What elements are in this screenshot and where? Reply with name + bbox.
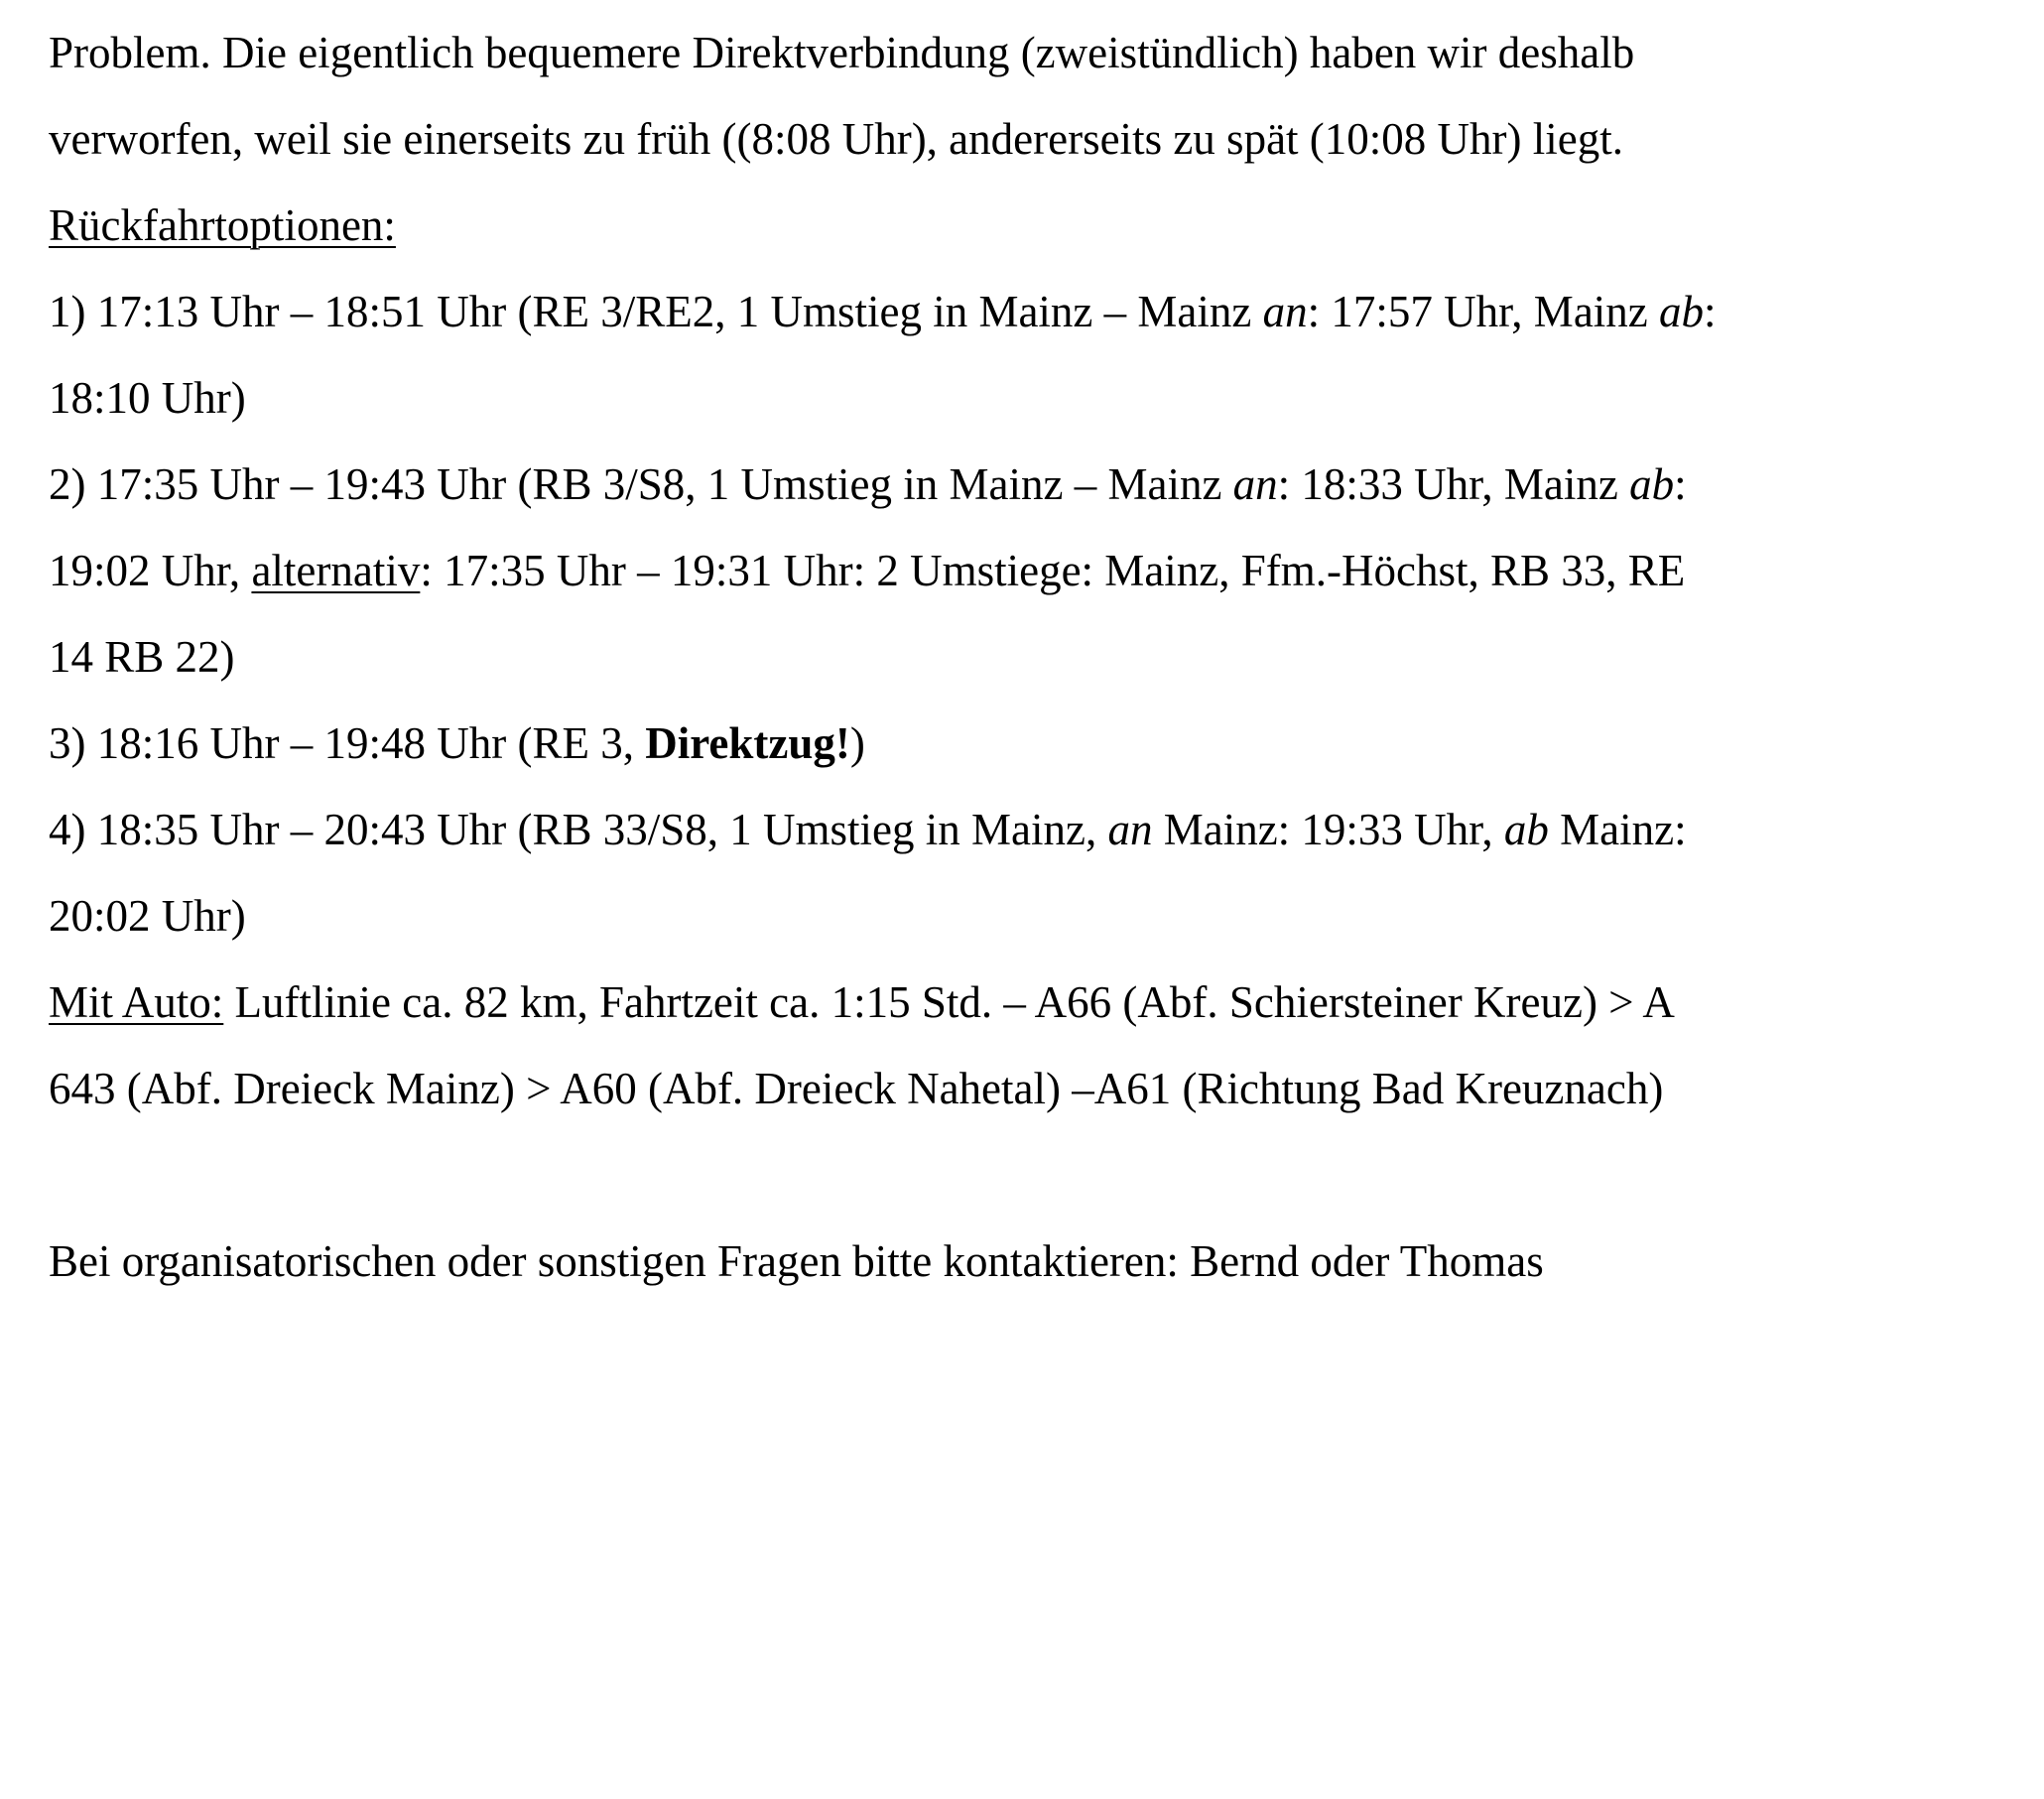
option-2-line-2-text-2: : 17:35 Uhr – 19:31 Uhr: 2 Umstiege: Mainz, Ffm.-Höchst, RB 33, RE — [420, 546, 1686, 595]
document-page — [49, 10, 1993, 1305]
option-2-text: 2) 17:35 Uhr – 19:43 Uhr (RB 3/S8, 1 Umstieg in Mainz – Mainz — [49, 459, 1233, 509]
option-2-alternativ: alternativ — [251, 546, 421, 595]
option-4-ab: ab — [1503, 805, 1549, 854]
option-3-line-1 — [49, 701, 1993, 787]
option-1-line-2: 18:10 Uhr) — [49, 373, 246, 423]
option-2-text-2: : 18:33 Uhr, Mainz — [1277, 459, 1630, 509]
option-3-text-2: ) — [849, 718, 865, 768]
option-1-text-3: : — [1704, 287, 1717, 336]
contact-line: Bei organisatorischen oder sonstigen Fragen bitte kontaktieren: Bernd oder Thomas — [49, 1236, 1544, 1286]
option-1-line-1 — [49, 269, 1993, 355]
option-4-an: an — [1107, 805, 1153, 854]
option-1-text: 1) 17:13 Uhr – 18:51 Uhr (RE 3/RE2, 1 Umstieg in Mainz – Mainz — [49, 287, 1263, 336]
option-2-line-2-text: 19:02 Uhr, — [49, 546, 252, 595]
option-2-an: an — [1232, 459, 1278, 509]
paragraph-spacer — [49, 1132, 1993, 1219]
return-options-heading-text: Rückfahrtoptionen: — [49, 200, 396, 250]
option-2-line-2 — [49, 528, 1993, 614]
option-1-ab: ab — [1659, 287, 1705, 336]
car-line-2: 643 (Abf. Dreieck Mainz) > A60 (Abf. Dreieck Nahetal) –A61 (Richtung Bad Kreuznach) — [49, 1064, 1664, 1113]
option-4-text-2: Mainz: 19:33 Uhr, — [1152, 805, 1504, 854]
option-2-text-3: : — [1674, 459, 1687, 509]
option-4-text-3: Mainz: — [1548, 805, 1687, 854]
option-4-line-2: 20:02 Uhr) — [49, 891, 246, 941]
option-4-text: 4) 18:35 Uhr – 20:43 Uhr (RB 33/S8, 1 Umstieg in Mainz, — [49, 805, 1108, 854]
option-3-direktzug: Direktzug! — [645, 718, 850, 768]
return-options-heading — [49, 183, 1993, 269]
option-2-ab: ab — [1629, 459, 1675, 509]
intro-line-1: Problem. Die eigentlich bequemere Direktverbindung (zweistündlich) haben wir deshalb — [49, 28, 1635, 77]
option-2-line-3: 14 RB 22) — [49, 632, 235, 682]
car-text-1: Luftlinie ca. 82 km, Fahrtzeit ca. 1:15 Std. – A66 (Abf. Schiersteiner Kreuz) > A — [223, 977, 1675, 1027]
car-line-1 — [49, 960, 1993, 1046]
option-1-an: an — [1262, 287, 1308, 336]
option-3-text: 3) 18:16 Uhr – 19:48 Uhr (RE 3, — [49, 718, 646, 768]
intro-line-2: verworfen, weil sie einerseits zu früh ((8:08 Uhr), andererseits zu spät (10:08 Uhr) liegt. — [49, 114, 1623, 164]
option-1-text-2: : 17:57 Uhr, Mainz — [1307, 287, 1660, 336]
option-2-line-1 — [49, 442, 1993, 528]
car-label: Mit Auto: — [49, 977, 224, 1027]
option-4-line-1 — [49, 787, 1993, 873]
